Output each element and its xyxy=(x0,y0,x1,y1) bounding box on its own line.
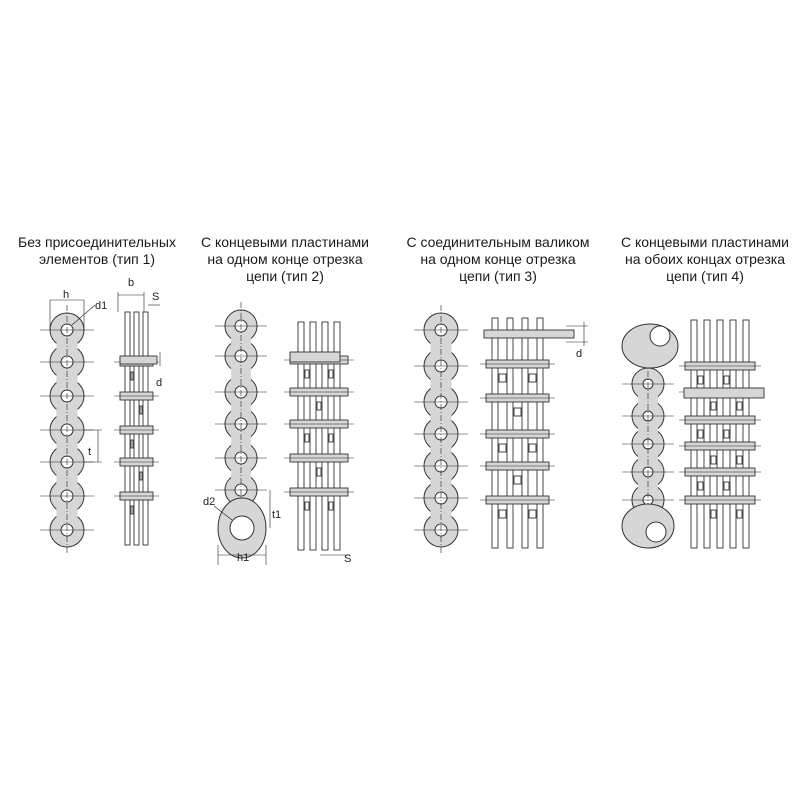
roller xyxy=(514,476,521,484)
plate-strip xyxy=(730,320,736,548)
caption-line: Без присоединительных xyxy=(18,234,176,250)
roller xyxy=(698,376,703,384)
connecting-pin xyxy=(484,330,574,338)
roller xyxy=(724,376,729,384)
caption-line: на обоих концах отрезка xyxy=(625,251,785,267)
roller xyxy=(529,444,536,452)
roller xyxy=(698,430,703,438)
roller xyxy=(305,502,309,510)
dim-label-h1: h1 xyxy=(237,552,250,564)
plate-strip xyxy=(743,320,749,548)
dim-label-t1: t1 xyxy=(272,509,282,521)
roller xyxy=(737,402,742,410)
plate-strip xyxy=(704,320,710,548)
end-plate-top xyxy=(622,324,678,368)
caption-line: элементов (тип 1) xyxy=(38,251,156,267)
roller xyxy=(529,510,536,518)
roller xyxy=(131,506,133,514)
caption-line: цепи (тип 2) xyxy=(246,268,324,284)
dim-label-s: S xyxy=(152,291,160,303)
caption-line: С концевыми пластинами xyxy=(620,234,789,250)
roller xyxy=(529,374,536,382)
roller xyxy=(131,372,133,380)
roller xyxy=(329,434,333,442)
dim-label-d3: d xyxy=(576,348,583,360)
dim-label-d2: d2 xyxy=(203,496,216,508)
roller xyxy=(140,472,142,480)
roller xyxy=(329,502,333,510)
end-pin xyxy=(120,356,157,364)
roller xyxy=(698,482,703,490)
roller xyxy=(711,456,716,464)
plate-strip xyxy=(717,320,723,548)
roller xyxy=(317,402,321,410)
dim-label-b: b xyxy=(128,277,135,289)
roller xyxy=(131,440,133,448)
roller xyxy=(724,430,729,438)
chain-type-4-side-view xyxy=(622,324,678,548)
caption-line: С соединительным валиком xyxy=(406,234,590,250)
dim-label-d1: d1 xyxy=(95,300,108,312)
end-plate-hole xyxy=(230,516,254,540)
roller xyxy=(711,510,716,518)
chain-type-2-top-view xyxy=(284,322,354,555)
roller xyxy=(737,456,742,464)
end-pin-head xyxy=(290,352,340,362)
roller xyxy=(305,370,309,378)
roller xyxy=(499,510,506,518)
chain-type-4-top-view xyxy=(679,320,764,548)
chain-type-3-side-view xyxy=(414,305,468,555)
caption-line: цепи (тип 4) xyxy=(666,268,744,284)
caption-line: на одном конце отрезка xyxy=(207,251,363,267)
roller xyxy=(305,434,309,442)
chain-type-2-side-view xyxy=(214,302,270,565)
roller xyxy=(329,370,333,378)
end-pin-head xyxy=(684,388,764,398)
roller xyxy=(499,444,506,452)
caption-line: цепи (тип 3) xyxy=(459,268,537,284)
roller xyxy=(317,468,321,476)
plate-strip xyxy=(691,320,697,548)
end-plate-hole xyxy=(646,522,666,542)
end-plate-hole xyxy=(650,326,670,346)
roller xyxy=(724,482,729,490)
roller xyxy=(499,374,506,382)
caption-line: на одном конце отрезка xyxy=(420,251,576,267)
dim-label-s2: S xyxy=(344,553,352,565)
caption-line: С концевыми пластинами xyxy=(200,234,369,250)
roller xyxy=(737,510,742,518)
roller xyxy=(140,406,142,414)
chain-type-1-side-view xyxy=(40,300,102,555)
dim-label-t: t xyxy=(88,446,92,458)
chain-type-3-top-view xyxy=(480,318,588,548)
dim-label-d: d xyxy=(156,377,163,389)
chain-type-1-top-view xyxy=(114,292,163,545)
dim-label-h: h xyxy=(63,289,70,301)
roller xyxy=(514,408,521,416)
roller xyxy=(711,402,716,410)
